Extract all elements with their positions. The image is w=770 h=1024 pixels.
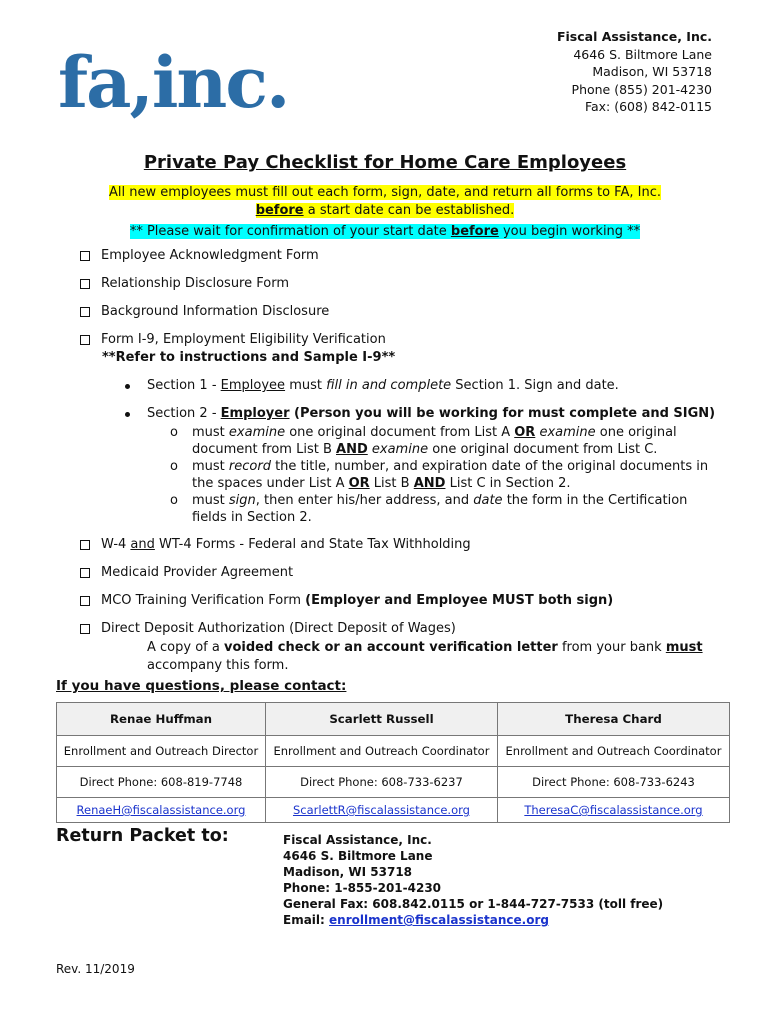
contacts-table	[56, 702, 730, 823]
circle-bullet-icon: o	[170, 493, 178, 508]
checkbox[interactable]	[80, 596, 90, 606]
circle-bullet-icon: o	[170, 459, 178, 474]
table-row	[57, 767, 730, 798]
contact-name: Theresa Chard	[497, 703, 729, 736]
header-street: 4646 S. Biltmore Lane	[573, 46, 712, 62]
checklist-item-background-information[interactable]: Background Information Disclosure	[80, 304, 329, 319]
contact-name: Renae Huffman	[57, 703, 266, 736]
header-phone: Phone (855) 201-4230	[571, 81, 712, 97]
checklist-item-direct-deposit[interactable]: Direct Deposit Authorization (Direct Deposit of Wages)	[80, 621, 456, 636]
checklist-item-form-i9[interactable]: Form I-9, Employment Eligibility Verification	[80, 332, 386, 347]
direct-deposit-note: A copy of a voided check or an account verification letter from your bank must accompany this form.	[147, 640, 703, 673]
intro-line-2: before a start date can be established.	[255, 203, 515, 218]
return-email-link[interactable]: enrollment@fiscalassistance.org	[329, 913, 549, 927]
return-address	[283, 832, 663, 928]
checklist-item-w4-wt4[interactable]: W-4 and WT-4 Forms - Federal and State Tax Withholding	[80, 537, 471, 552]
checkbox[interactable]	[80, 279, 90, 289]
checkbox[interactable]	[80, 540, 90, 550]
bullet-icon	[125, 384, 130, 389]
checklist-item-mco-training[interactable]: MCO Training Verification Form (Employer and Employee MUST both sign)	[80, 593, 613, 608]
header-address	[557, 28, 712, 116]
checkbox[interactable]	[80, 307, 90, 317]
header-company: Fiscal Assistance, Inc.	[556, 29, 712, 44]
contact-title: Enrollment and Outreach Coordinator	[497, 736, 729, 767]
contacts-heading: If you have questions, please contact:	[56, 678, 347, 694]
intro-line-1: All new employees must fill out each form, sign, date, and return all forms to FA, Inc.	[109, 185, 661, 200]
checklist-item-relationship-disclosure[interactable]: Relationship Disclosure Form	[80, 276, 289, 291]
checklist-item-medicaid-provider[interactable]: Medicaid Provider Agreement	[80, 565, 293, 580]
contact-email-link[interactable]: RenaeH@fiscalassistance.org	[76, 803, 246, 817]
contact-email-link[interactable]: ScarlettR@fiscalassistance.org	[292, 803, 470, 817]
table-row	[57, 736, 730, 767]
header-fax: Fax: (608) 842-0115	[584, 99, 712, 114]
return-fax: General Fax: 608.842.0115 or 1-844-727-7533 (toll free)	[283, 897, 664, 911]
table-row	[57, 703, 730, 736]
header-city: Madison, WI 53718	[592, 64, 712, 79]
checkbox[interactable]	[80, 624, 90, 634]
circle-bullet-icon: o	[170, 425, 178, 440]
contact-name: Scarlett Russell	[265, 703, 497, 736]
checkbox[interactable]	[80, 251, 90, 261]
contact-email-link[interactable]: TheresaC@fiscalassistance.org	[524, 803, 703, 817]
intro-line-3: ** Please wait for confirmation of your start date before you begin working **	[129, 224, 641, 239]
bullet-icon	[125, 412, 130, 417]
contact-phone: Direct Phone: 608-733-6237	[265, 767, 497, 798]
return-email-row: Email: enrollment@fiscalassistance.org	[283, 913, 549, 927]
contact-phone: Direct Phone: 608-819-7748	[57, 767, 266, 798]
contact-title: Enrollment and Outreach Coordinator	[265, 736, 497, 767]
return-company: Fiscal Assistance, Inc.	[283, 833, 432, 847]
contact-phone: Direct Phone: 608-733-6243	[497, 767, 729, 798]
checkbox[interactable]	[80, 568, 90, 578]
return-city: Madison, WI 53718	[283, 865, 413, 879]
table-row	[57, 798, 730, 823]
page-title: Private Pay Checklist for Home Care Employees	[143, 152, 627, 173]
i9-instructions-note: **Refer to instructions and Sample I-9**	[102, 350, 396, 365]
checklist-item-employee-acknowledgment[interactable]: Employee Acknowledgment Form	[80, 248, 319, 263]
contact-title: Enrollment and Outreach Director	[57, 736, 266, 767]
return-packet-label: Return Packet to:	[56, 826, 229, 846]
return-phone: Phone: 1-855-201-4230	[283, 881, 442, 895]
return-street: 4646 S. Biltmore Lane	[283, 849, 433, 863]
company-logo: fa,inc.	[58, 41, 289, 124]
checkbox[interactable]	[80, 335, 90, 345]
revision-date: Rev. 11/2019	[56, 962, 135, 976]
